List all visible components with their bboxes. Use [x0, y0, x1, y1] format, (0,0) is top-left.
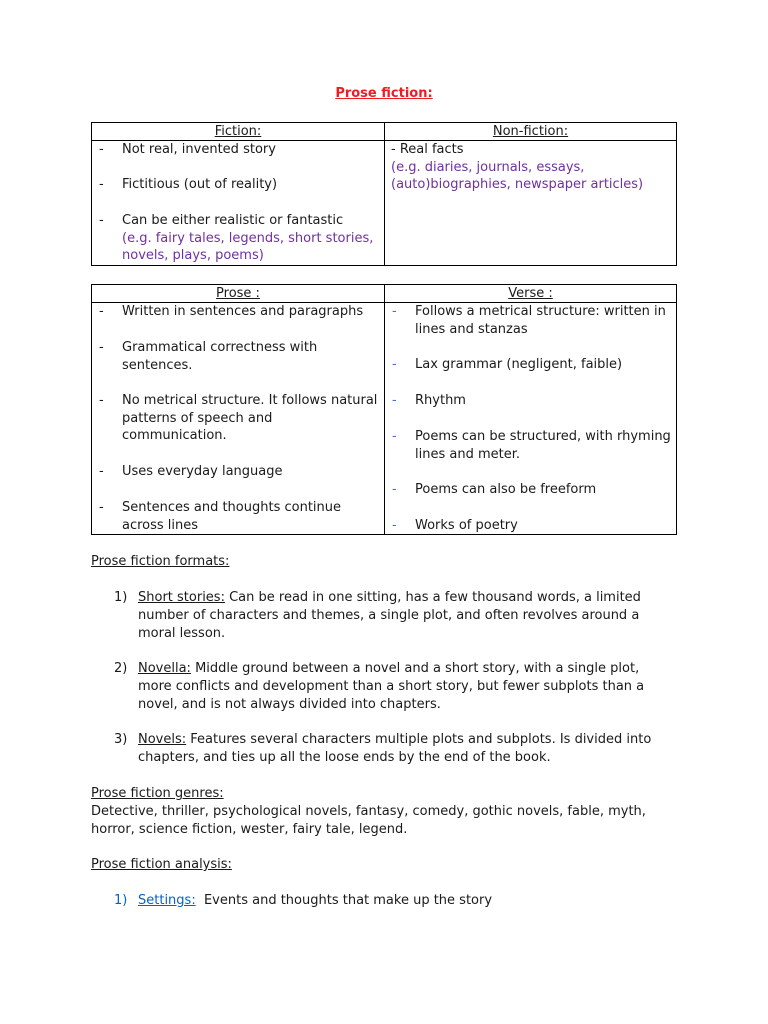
dash-bullet: -	[392, 429, 397, 444]
fiction-header: Fiction:	[92, 123, 385, 141]
dash-bullet: -	[99, 142, 104, 157]
dash-bullet: -	[99, 177, 104, 192]
dash-bullet: -	[392, 518, 397, 533]
dash-bullet: -	[392, 357, 397, 372]
dash-bullet: -	[392, 482, 397, 497]
dash-bullet: -	[392, 304, 397, 319]
dash-bullet: -	[99, 500, 104, 515]
genres-text: Detective, thriller, psychological novels, fantasy, comedy, gothic novels, fable, myth, horror, science fiction, wester, fairy tale, legend.	[91, 804, 646, 837]
list-number: 3)	[114, 732, 128, 747]
verse-header: Verse :	[385, 285, 677, 303]
settings-link[interactable]: Settings:	[138, 893, 196, 908]
dash-bullet: -	[99, 213, 104, 228]
dash-bullet: -	[99, 393, 104, 408]
examples-text: (e.g. diaries, journals, essays, (auto)biographies, newspaper articles)	[391, 159, 644, 193]
dash-bullet: -	[392, 393, 397, 408]
analysis-item: Settings: Events and thoughts that make up the story	[138, 893, 493, 908]
dash-bullet: -	[99, 464, 104, 479]
list-number: 1)	[114, 590, 128, 605]
list-number: 1)	[114, 893, 128, 908]
list-number: 2)	[114, 661, 128, 676]
nonfiction-header: Non-fiction:	[385, 123, 677, 141]
examples-text: (e.g. fairy tales, legends, short stories, novels, plays, poems)	[122, 230, 374, 264]
prose-header: Prose :	[92, 285, 385, 303]
prose-verse-table: Prose : Verse : - Written in sentences and paragraphs - Grammatical correctness with sentences. - No metrical structure. It follows natural patterns of speech and communication. - Uses everyday language - Sentences and thoughts continue across lines - Follows a metrical structure: written in lines and stanzas - Lax grammar (negligent, faible) - Rhythm - Poems can be structured, with rhyming lines and meter. - Poems can also be freeform - Works of poetry	[91, 284, 677, 535]
format-item: Short stories: Can be read in one sitting, has a few thousand words, a limited number of characters and themes, a single plot, and often revolves around a moral lesson.	[138, 590, 641, 641]
list-item: - Real facts (e.g. diaries, journals, essays, (auto)biographies, newspaper articles)	[391, 142, 644, 193]
dash-bullet: -	[99, 304, 104, 319]
genres-heading: Prose fiction genres:	[91, 786, 224, 801]
format-item: Novels: Features several characters multiple plots and subplots. Is divided into chapters, and ties up all the loose ends by the end of the book.	[138, 732, 652, 765]
dash-bullet: -	[99, 340, 104, 355]
page-title: Prose fiction:	[335, 86, 433, 101]
format-item: Novella: Middle ground between a novel and a short story, with a single plot, more conflicts and development than a short story, but fewer subplots than a novel, and is not always divided into chapters.	[138, 661, 645, 712]
formats-heading: Prose fiction formats:	[91, 554, 230, 569]
analysis-heading: Prose fiction analysis:	[91, 857, 232, 872]
fiction-nonfiction-table: Fiction: Non-fiction: - Not real, invented story - Fictitious (out of reality) - Can be either realistic or fantastic (e.g. fairy tales, legends, short stories, novels, plays, poems) - Real facts (e.g. diaries, journals, essays, (auto)biographies, newspaper articles)	[91, 122, 677, 266]
